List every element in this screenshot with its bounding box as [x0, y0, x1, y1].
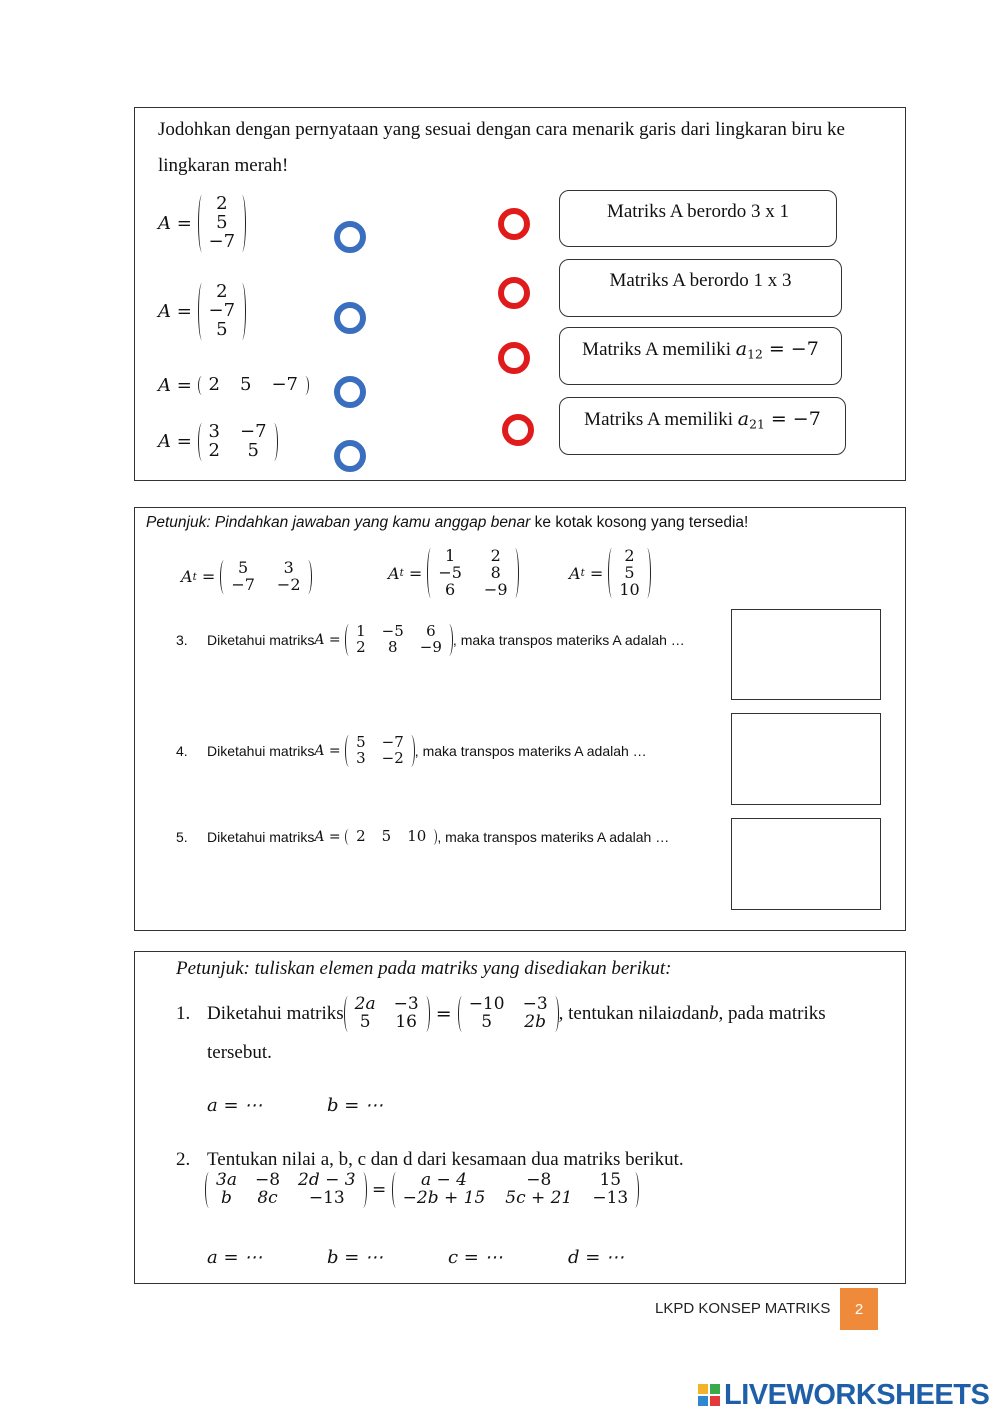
q1-left-matrix-cell: 2a: [354, 994, 376, 1014]
q1-prefix: Diketahui matriks: [207, 1002, 344, 1024]
matrix-2-body-left-bracket: [198, 283, 206, 340]
question-4-matrix-cell: −7: [381, 733, 404, 751]
option-2-eq: =: [403, 563, 428, 583]
matrix-4-body-cell: 3: [208, 421, 220, 442]
q1-answer-b[interactable]: b = ⋯: [327, 1095, 384, 1116]
option-1[interactable]: [181, 560, 312, 594]
q1-suffix-1: , tentukan nilai: [558, 1002, 673, 1024]
q2-left-matrix-cell: 8c: [257, 1187, 278, 1208]
q2-text: Tentukan nilai a, b, c dan d dari kesamaan dua matriks berikut.: [207, 1149, 684, 1170]
question-3: [176, 624, 685, 656]
matrix-2-lhs: A =: [158, 300, 198, 322]
question-5-matrix-left-bracket: [345, 829, 353, 845]
q1-left-matrix-cell: 5: [359, 1011, 371, 1032]
matrix-3-body-left-bracket: [198, 376, 206, 395]
option-2-matrix: [427, 548, 518, 598]
option-2-matrix-left-bracket: [427, 548, 435, 598]
matrix-1-lhs: A =: [158, 212, 198, 234]
q1-line1: [176, 996, 826, 1032]
q1-left-matrix-left-bracket: [344, 996, 352, 1032]
question-5: [176, 829, 669, 845]
q2-equals: =: [366, 1179, 392, 1200]
matrix-4-body-right-bracket: [270, 423, 278, 461]
question-4-matrix-left-bracket: [345, 735, 353, 767]
question-4-matrix-cell: −2: [381, 748, 404, 767]
q1-left-matrix-right-bracket: [422, 996, 430, 1032]
q2-left-matrix-cell: −13: [308, 1187, 345, 1208]
q2-answer-a[interactable]: a = ⋯: [207, 1247, 263, 1268]
question-3-matrix-cell: 2: [356, 637, 366, 656]
blue-circle-3[interactable]: [334, 376, 366, 408]
matrix-1-body-cell: 2: [216, 193, 228, 214]
question-3-matrix-cell: −9: [419, 637, 442, 656]
statement-1: [559, 190, 837, 247]
question-3-matrix-right-bracket: [445, 624, 453, 656]
q1-line2: tersebut.: [207, 1042, 272, 1063]
matrix-3-body-cell: 2: [208, 374, 220, 396]
statement-3-sub: 12: [747, 347, 763, 362]
question-5-number: 5.: [176, 829, 188, 845]
question-4: [176, 735, 647, 767]
liveworksheets-logo: [698, 1378, 989, 1412]
statement-2: [559, 259, 842, 317]
answer-box-4[interactable]: [731, 713, 881, 805]
logo-icon: [698, 1384, 720, 1406]
matrix-3: [158, 375, 309, 396]
q1-right-matrix-right-bracket: [551, 996, 559, 1032]
matrix-1: [158, 195, 246, 252]
q2-right-matrix-cell: a − 4: [420, 1170, 467, 1190]
q1-left-matrix-cell: 16: [395, 1011, 417, 1032]
matrix-3-body-cell: 5: [239, 374, 252, 396]
matrix-4-body-cell: 2: [208, 439, 220, 461]
option-1-matrix-cell: 5: [238, 558, 249, 577]
q2-left-matrix-cell: 3a: [216, 1170, 237, 1190]
q2-right-matrix-left-bracket: [392, 1172, 400, 1208]
question-4-matrix: [345, 735, 415, 767]
footer-label: LKPD KONSEP MATRIKS: [655, 1300, 831, 1317]
q2-right-matrix-cell: −13: [592, 1187, 629, 1208]
matrix-2-body-cell: 5: [216, 318, 228, 340]
question-5-lhs: A =: [314, 829, 346, 845]
statement-4-rhs: = −7: [764, 408, 821, 431]
question-3-matrix-cell: −5: [381, 622, 404, 640]
q1-var-b: b: [709, 1002, 719, 1024]
q2-left-matrix-right-bracket: [359, 1172, 367, 1208]
q2-equation: [205, 1172, 639, 1213]
question-5-matrix-cell: 2: [356, 827, 366, 846]
matrix-4-body-left-bracket: [198, 423, 206, 461]
q2-left-matrix-cell: b: [221, 1187, 232, 1208]
statement-2-text: Matriks A berordo 1 x 3: [609, 270, 792, 291]
option-2-matrix-right-bracket: [511, 548, 519, 598]
option-1-lhs: A: [181, 567, 193, 587]
question-4-prefix: Diketahui matriks: [207, 742, 315, 759]
q1-left-matrix-cell: −3: [393, 994, 419, 1014]
matrix-2-body-cell: 2: [216, 281, 228, 302]
question-4-matrix-right-bracket: [407, 735, 415, 767]
option-1-matrix: [220, 560, 311, 594]
q2-left-matrix-left-bracket: [205, 1172, 213, 1208]
q2-left-matrix-cell: 2d − 3: [298, 1170, 356, 1190]
option-1-matrix-cell: −2: [276, 574, 301, 594]
option-3-lhs: A: [569, 563, 581, 583]
question-3-matrix-cell: 6: [426, 622, 436, 640]
q2-answer-d[interactable]: d = ⋯: [568, 1247, 625, 1268]
q2-right-matrix: [392, 1172, 640, 1208]
question-3-lhs: A =: [314, 631, 346, 648]
option-2[interactable]: [388, 548, 519, 598]
option-1-matrix-right-bracket: [304, 560, 312, 594]
option-2-matrix-cell: 2: [490, 546, 501, 565]
q2-right-matrix-cell: −8: [526, 1170, 552, 1190]
q2-left-matrix-cell: −8: [254, 1170, 281, 1190]
matrix-3-lhs: A =: [158, 375, 198, 396]
question-4-lhs: A =: [314, 742, 346, 759]
red-circle-3[interactable]: [498, 342, 530, 374]
question-5-suffix: , maka transpos materiks A adalah …: [437, 829, 670, 845]
option-3-sup: t: [580, 567, 585, 580]
option-2-lhs: A: [388, 563, 400, 583]
option-2-sup: t: [399, 567, 404, 580]
red-circle-2[interactable]: [498, 277, 530, 309]
question-5-matrix-right-bracket: [429, 829, 437, 845]
statement-4: [559, 397, 846, 455]
option-3-matrix-left-bracket: [608, 548, 616, 598]
statement-4-sub: 21: [749, 417, 765, 432]
q1-suffix-3: , pada matriks: [718, 1002, 826, 1024]
matrix-4: [158, 423, 278, 461]
elements-instruction: Petunjuk: tuliskan elemen pada matriks yang disediakan berikut:: [176, 958, 672, 979]
matrix-3-body-cell: −7: [271, 374, 298, 396]
matching-instruction: Jodohkan dengan pernyataan yang sesuai dengan cara menarik garis dari lingkaran biru ke lingkaran merah!: [158, 119, 845, 176]
blue-circle-2[interactable]: [334, 302, 366, 334]
q2-line1: [176, 1149, 684, 1171]
q2-number: 2.: [176, 1149, 191, 1170]
option-1-matrix-cell: 3: [283, 558, 294, 577]
option-1-matrix-cell: −7: [231, 574, 255, 594]
q1-var-a: a: [672, 1002, 682, 1024]
option-1-eq: =: [196, 567, 221, 587]
statement-3-text: Matriks A memiliki: [582, 339, 736, 361]
question-4-matrix-cell: 3: [356, 748, 366, 767]
q2-right-matrix-cell: 5c + 21: [505, 1187, 573, 1208]
q1-equals: =: [429, 1002, 458, 1025]
option-3-matrix-cell: 2: [624, 546, 635, 565]
statement-3: [559, 327, 842, 385]
question-3-matrix-cell: 1: [356, 622, 366, 640]
statement-3-var: a: [735, 338, 748, 361]
matrix-1-body: [198, 195, 247, 252]
statement-1-text: Matriks A berordo 3 x 1: [606, 200, 790, 222]
question-5-matrix-cell: 10: [407, 827, 427, 846]
transpose-instruction: [146, 514, 748, 532]
q1-right-matrix: [458, 996, 559, 1032]
red-circle-4[interactable]: [502, 414, 534, 446]
blue-circle-1[interactable]: [334, 221, 366, 253]
question-3-prefix: Diketahui matriks: [207, 631, 315, 648]
statement-4-content: [584, 408, 821, 432]
matrix-2-body-cell: −7: [208, 299, 236, 321]
q1-suffix-2: dan: [681, 1002, 710, 1024]
option-2-matrix-cell: 1: [445, 546, 456, 565]
q2-left-matrix: [205, 1172, 367, 1208]
matrix-3-body-right-bracket: [301, 376, 309, 395]
question-3-matrix: [345, 624, 453, 656]
red-circle-1[interactable]: [498, 208, 530, 240]
q1-right-matrix-left-bracket: [458, 996, 466, 1032]
option-2-matrix-cell: 8: [490, 562, 501, 582]
question-3-suffix: , maka transpos materiks A adalah …: [452, 631, 685, 648]
q1-right-matrix-cell: −10: [468, 994, 505, 1014]
option-3-matrix-cell: 5: [624, 562, 635, 582]
matrix-2-body-right-bracket: [238, 283, 246, 340]
option-3-matrix: [608, 548, 650, 598]
option-3[interactable]: [569, 548, 651, 598]
option-3-matrix-right-bracket: [643, 548, 651, 598]
question-3-matrix-cell: 8: [387, 637, 398, 656]
matrix-1-body-left-bracket: [198, 195, 206, 252]
q2-answer-c[interactable]: c = ⋯: [448, 1247, 503, 1268]
matrix-3-body: [198, 376, 309, 395]
question-4-matrix-cell: 5: [356, 733, 366, 751]
q1-right-matrix-cell: 5: [481, 1011, 493, 1032]
q1-left-matrix: [344, 996, 430, 1032]
transpose-instruction-italic: Petunjuk: Pindahkan jawaban yang kamu anggap benar: [146, 514, 531, 531]
answer-box-3[interactable]: [731, 609, 881, 700]
matrix-4-body-cell: −7: [239, 421, 267, 442]
blue-circle-4[interactable]: [334, 440, 366, 472]
statement-3-content: [582, 338, 819, 362]
q1-number: 1.: [176, 1002, 191, 1024]
option-2-matrix-cell: −9: [483, 579, 508, 599]
matrix-4-body: [198, 423, 278, 461]
page-number: 2: [840, 1288, 878, 1330]
option-1-matrix-left-bracket: [220, 560, 228, 594]
matrix-1-body-cell: −7: [208, 230, 236, 252]
answer-box-5[interactable]: [731, 818, 881, 910]
matrix-4-lhs: A =: [158, 431, 198, 453]
matrix-2-body: [198, 283, 247, 340]
q1-answer-a[interactable]: a = ⋯: [207, 1095, 263, 1116]
q2-right-matrix-cell: −2b + 15: [402, 1187, 486, 1208]
q1-right-matrix-cell: 2b: [524, 1011, 546, 1032]
q1-right-matrix-cell: −3: [522, 994, 548, 1014]
statement-3-rhs: = −7: [762, 338, 819, 361]
q2-right-matrix-right-bracket: [631, 1172, 639, 1208]
matrix-1-body-right-bracket: [238, 195, 246, 252]
logo-text: LIVEWORKSHEETS: [724, 1378, 990, 1411]
question-5-matrix-cell: 5: [381, 827, 392, 846]
transpose-instruction-rest: ke kotak kosong yang tersedia!: [530, 514, 749, 531]
option-3-eq: =: [584, 563, 609, 583]
question-3-number: 3.: [176, 631, 188, 648]
question-4-suffix: , maka transpos materiks A adalah …: [414, 742, 647, 759]
statement-4-var: a: [737, 408, 750, 431]
option-3-matrix-cell: 10: [619, 579, 640, 599]
question-4-number: 4.: [176, 742, 188, 759]
q2-answer-b[interactable]: b = ⋯: [327, 1247, 384, 1268]
question-5-matrix: [345, 829, 437, 845]
option-2-matrix-cell: 6: [445, 579, 456, 599]
matrix-4-body-cell: 5: [247, 439, 259, 461]
statement-4-text: Matriks A memiliki: [584, 409, 738, 431]
option-2-matrix-cell: −5: [438, 562, 462, 582]
option-1-sup: t: [192, 570, 197, 583]
q2-right-matrix-cell: 15: [599, 1170, 622, 1190]
question-5-prefix: Diketahui matriks: [207, 829, 315, 845]
question-3-matrix-left-bracket: [345, 624, 353, 656]
matrix-2: [158, 283, 246, 340]
matrix-1-body-cell: 5: [216, 211, 228, 233]
